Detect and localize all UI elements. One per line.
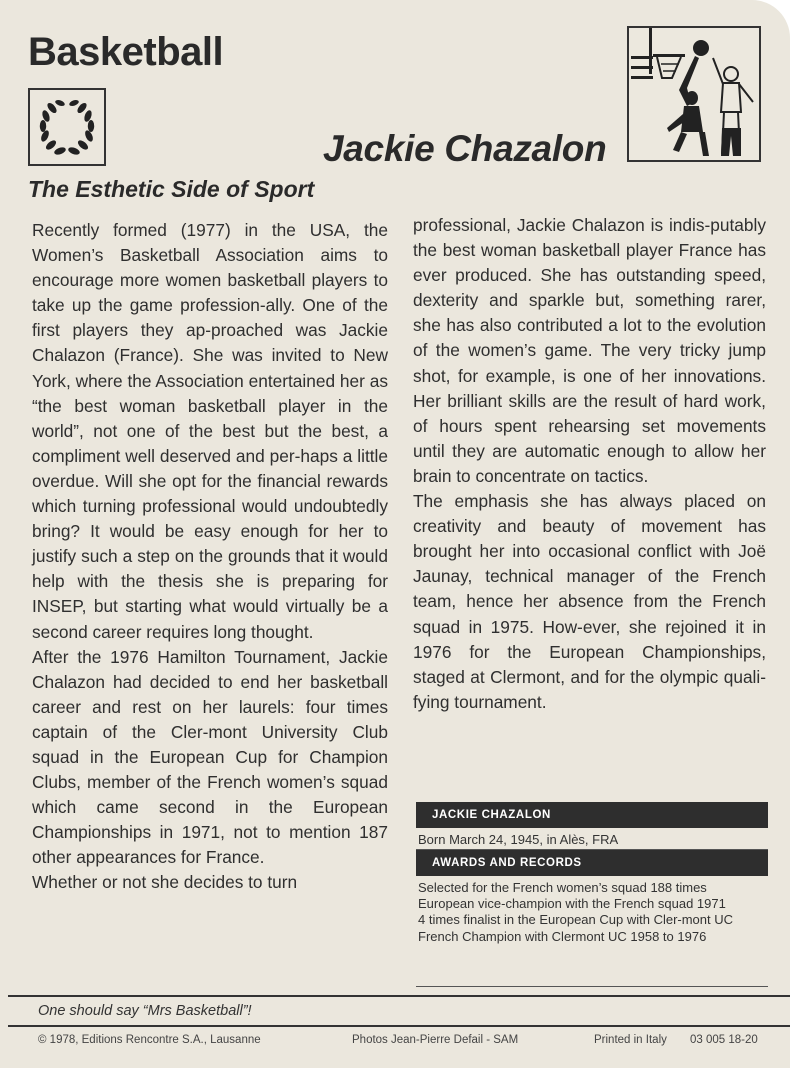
body-column-right [413,213,766,715]
basketball-illustration [627,26,761,162]
category-title: Basketball [28,30,224,74]
awards-header: AWARDS AND RECORDS [416,850,768,876]
award-item: European vice-champion with the French squad 1971 [418,896,726,912]
card-subtitle: The Esthetic Side of Sport [28,176,315,202]
body-paragraph: After the 1976 Hamilton Tournament, Jackie Chalazon had decided to end her basketball career and rest on her laurels: four times captain of the Cler-mont University Club squad in the European Cup for Champion Clubs, member of the French women’s squad which came second in the European Championships in 1971, not to mention 187 other appearances for France. [32,646,388,868]
copyright-text: © 1978, Editions Rencontre S.A., Lausanne [38,1034,261,1046]
awards-list [418,880,770,945]
info-name-header: JACKIE CHAZALON [416,802,768,828]
award-item: French Champion with Clermont UC 1958 to 1976 [418,928,707,944]
printed-in: Printed in Italy [594,1034,667,1046]
body-column-left [32,218,388,896]
footer-quote: One should say “Mrs Basketball”! [38,1003,252,1019]
laurel-wreath-icon [30,90,104,164]
footer-rule [8,995,790,997]
laurel-emblem [28,88,106,166]
body-paragraph: The emphasis she has always placed on creativity and beauty of movement has brought her into occasional conflict with Joë Jaunay, technical manager of the French team, hence her absence from the French squad in 1975. How-ever, she rejoined it in 1976 for the European Championships, staged at Clermont, and for the olympic quali-fying tournament. [413,491,766,712]
footer-rule [8,1025,790,1027]
body-paragraph: professional, Jackie Chalazon is indis-putably the best woman basketball player France has ever produced. She has outstanding speed, dexterity and sparkle but, something rarer, she has also contributed a lot to the evolution of the women’s game. The very tricky jump shot, for example, is one of her innovations. Her brilliant skills are the result of hard work, of hours spent rehearsing set movements until they are automatic enough to allow her brain to concentrate on tactics. [413,215,766,486]
award-item: Selected for the French women’s squad 188 times [418,880,707,895]
divider [416,986,768,987]
body-paragraph: Whether or not she decides to turn [32,872,298,893]
photo-credit: Photos Jean-Pierre Defail - SAM [352,1034,519,1046]
card-code: 03 005 18-20 [690,1034,758,1046]
player-name: Jackie Chazalon [323,128,607,169]
award-item: 4 times finalist in the European Cup with Cler-mont UC [418,912,734,928]
body-paragraph: Recently formed (1977) in the USA, the Women’s Basketball Association aims to encourage more women basketball players to take up the game profession-ally. One of the first players they ap-proached was Jackie Chalazon (France). She was invited to New York, where the Association entertained her as “the best woman basketball player in the world”, not one of the best but the best, a compliment well deserved and per-haps a little overdue. Will she opt for the financial rewards which turning professional would undoubtedly bring? It would be easy enough for her to justify such a step on the grounds that it would help with the thesis she is preparing for INSEP, but starting what would virtually be a second career requires long thought. [32,220,388,642]
birth-info: Born March 24, 1945, in Alès, FRA [418,832,619,847]
basketball-players-illustration [629,28,759,160]
